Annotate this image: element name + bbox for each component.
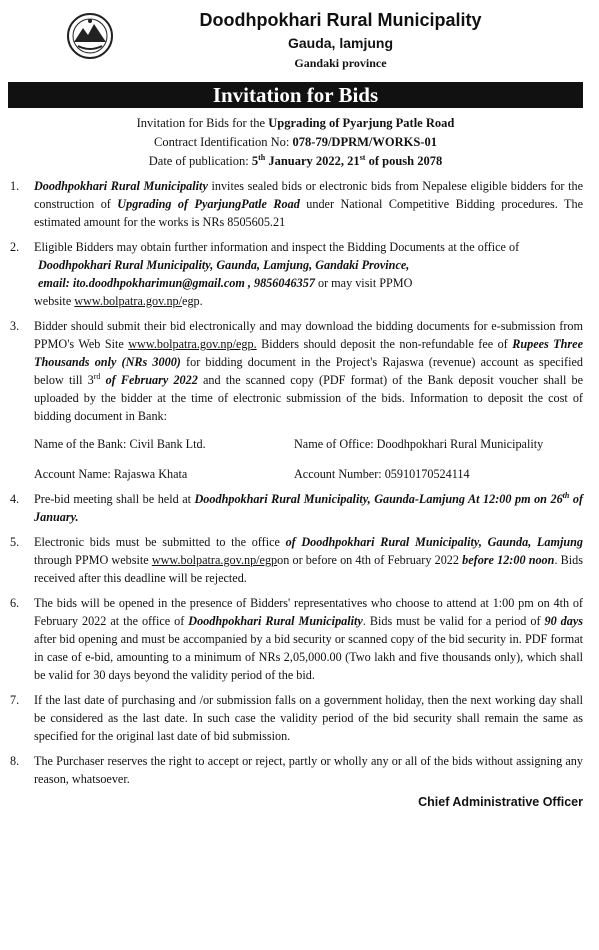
clause-number: 5. xyxy=(10,535,20,549)
prebid-meeting-details: Doodhpokhari Rural Municipality, Gaunda-Lamjung At 12:00 pm on 26 xyxy=(194,492,563,506)
clause-text: Bidder should submit their bid electronically and may download the bidding documents for e-submission from PPMO's Web Site xyxy=(34,319,583,351)
clause-number: 2. xyxy=(10,240,20,254)
clause-text: Eligible Bidders may obtain further information and inspect the Bidding Documents at the office of xyxy=(34,240,520,254)
date-part: January 2022, 21 xyxy=(265,154,360,168)
contract-number: 078-79/DPRM/WORKS-01 xyxy=(292,135,437,149)
clause-text: for bidding document in the Project's Rajaswa (revenue) account as specified below till 3 xyxy=(34,355,583,387)
publication-date xyxy=(252,154,442,168)
clause-text: egp. xyxy=(182,294,203,308)
clause-2 xyxy=(8,238,583,310)
signature-title: Chief Administrative Officer xyxy=(418,795,583,809)
bank-details xyxy=(34,435,583,483)
clause-text: invites sealed bids or electronic bids from Nepalese eligible bidders for the construction of xyxy=(34,179,583,211)
date-part: 5 xyxy=(251,154,259,168)
clause-text: Doodhpokhari Rural Municipality xyxy=(34,179,208,193)
bank-name: Name of the Bank: Civil Bank Ltd. xyxy=(34,437,206,451)
opening-office: Doodhpokhari Rural Municipality xyxy=(188,614,363,628)
clause-4 xyxy=(8,490,583,526)
clause-text: through PPMO website xyxy=(34,553,152,567)
clause-6 xyxy=(8,594,583,684)
intro-line xyxy=(8,114,583,133)
validity-period: 90 days xyxy=(544,614,584,628)
publication-date-line xyxy=(8,152,583,171)
office-name: Name of Office: Doodhpokhari Rural Municipality xyxy=(294,437,544,451)
clauses-list xyxy=(8,177,583,788)
office-contact: email: ito.doodhpokharimun@gmail.com , 9856046357 xyxy=(38,276,315,290)
clause-3 xyxy=(8,317,583,483)
fee-amount: Rupees Three Thousands only (NRs 3000) xyxy=(34,337,583,369)
clause-8 xyxy=(8,752,583,788)
clause-number: 8. xyxy=(10,754,20,768)
clause-text: Bidders should deposit the non-refundable fee of xyxy=(256,337,513,351)
clause-text: . Bids must be valid for a period of xyxy=(362,614,545,628)
ppmo-egp-submission-link[interactable]: www.bolpatra.gov.np/egp xyxy=(151,553,278,567)
clause-number: 1. xyxy=(10,179,20,193)
clause-text: Pre-bid meeting shall be held at xyxy=(34,492,195,506)
contract-line xyxy=(8,133,583,152)
ppmo-website-link[interactable]: www.bolpatra.gov.np/ xyxy=(74,294,183,308)
date-label: Date of publication: xyxy=(148,154,252,168)
clause-text: Electronic bids must be submitted to the office xyxy=(34,535,286,549)
fee-deadline: of February 2022 xyxy=(100,373,198,387)
clause-text: Upgrading of PyarjungPatle Road xyxy=(117,197,300,211)
clause-number: 4. xyxy=(10,492,20,506)
header xyxy=(8,0,583,78)
province-line: Gandaki province xyxy=(294,56,387,70)
clause-1 xyxy=(8,177,583,231)
intro-prefix: Invitation for Bids for the xyxy=(136,116,269,130)
clause-text: under National Competitive Bidding procedures. The estimated amount for the works is NRs 8505605.21 xyxy=(34,197,583,229)
clause-text: after bid opening and must be accompanied by a bid security or scanned copy of the bid security in. PDF format in case of e-bid, amounting to a minimum of NRs 2,05,000.00 (Two lakh and five thousands only), which shall be valid for 30 days beyond the validity period of the bid. xyxy=(34,632,583,682)
clause-text: of January. xyxy=(34,492,584,524)
banner-title: Invitation for Bids xyxy=(8,82,583,108)
submission-deadline: before 12:00 noon xyxy=(462,553,555,567)
clause-text: on or before on 4th of February 2022 xyxy=(277,553,463,567)
location-line: Gauda, lamjung xyxy=(287,35,393,51)
clause-number: 6. xyxy=(10,596,20,610)
office-address: Doodhpokhari Rural Municipality, Gaunda, Lamjung, Gandaki Province, xyxy=(38,258,410,272)
municipality-emblem-icon xyxy=(66,12,114,60)
date-sup: th xyxy=(562,490,570,500)
ppmo-egp-link[interactable]: www.bolpatra.gov.np/egp. xyxy=(128,337,257,351)
date-sup: st xyxy=(359,152,366,162)
account-number: Account Number: 05910170524114 xyxy=(294,467,470,481)
clause-text: The bids will be opened in the presence of Bidders' representatives who choose to attend at 1:00 pm on 4th of February 2022 at the office of xyxy=(34,596,583,628)
clause-number: 7. xyxy=(10,693,20,707)
submission-office: of Doodhpokhari Rural Municipality, Gaunda, Lamjung xyxy=(285,535,583,549)
clause-text: and the scanned copy (PDF format) of the Bank deposit voucher shall be uploaded by the bidder at the time of electronic submission of the bids. Information to deposit the cost of bidding document in Bank: xyxy=(34,373,583,423)
clause-text: . Bids received after this deadline will be rejected. xyxy=(34,553,583,585)
clause-number: 3. xyxy=(10,319,20,333)
account-name: Account Name: Rajaswa Khata xyxy=(34,467,188,481)
clause-text: The Purchaser reserves the right to accept or reject, partly or wholly any or all of the bids without assigning any reason, whatsoever. xyxy=(34,754,583,786)
clause-7 xyxy=(8,691,583,745)
date-sup: th xyxy=(258,152,266,162)
date-part: of poush 2078 xyxy=(365,154,443,168)
clause-text: If the last date of purchasing and /or submission falls on a government holiday, then the next working day shall be considered as the last date. In such case the validity period of the bid security shall remain the same as specified for the original last date of bid submission. xyxy=(34,693,583,743)
contract-label: Contract Identification No: xyxy=(154,135,293,149)
project-name: Upgrading of Pyarjung Patle Road xyxy=(268,116,455,130)
clause-text: or may visit PPMO xyxy=(314,276,413,290)
date-sup: rd xyxy=(93,371,101,381)
clause-text: website xyxy=(34,294,75,308)
municipality-title: Doodhpokhari Rural Municipality xyxy=(199,10,482,30)
clause-5 xyxy=(8,533,583,587)
